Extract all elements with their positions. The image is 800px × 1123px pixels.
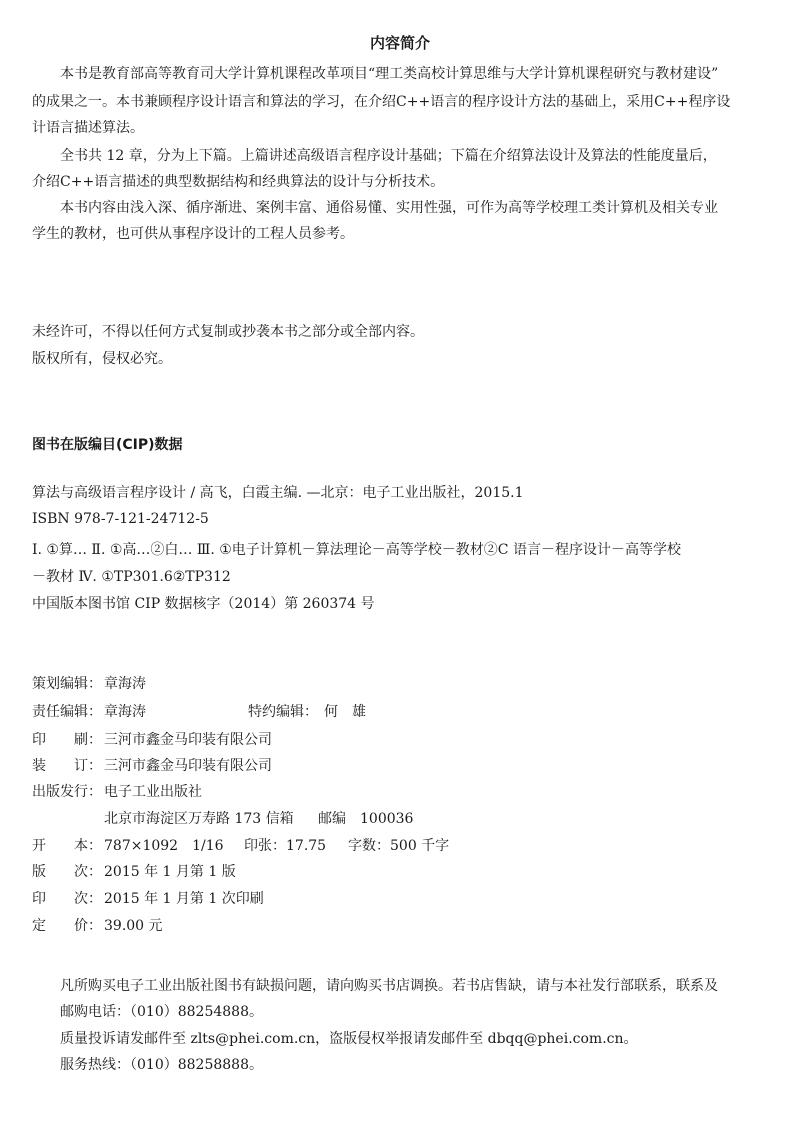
summary-line: 的成果之一。本书兼顾程序设计语言和算法的学习，在介绍C++语言的程序设计方法的基础上，采用C++程序设 bbox=[32, 94, 731, 110]
responsible-editor-value: 章海涛 bbox=[104, 704, 146, 720]
cip-line: Ⅰ. ①算… Ⅱ. ①高…②白… Ⅲ. ①电子计算机－算法理论－高等学校－教材②C 语言－程序设计－高等学校 bbox=[32, 542, 681, 558]
cip-title: 图书在版编目(CIP)数据 bbox=[32, 437, 183, 453]
cip-record-number: 中国版本图书馆 CIP 数据核字（2014）第 260374 号 bbox=[32, 596, 375, 612]
cip-isbn: ISBN 978-7-121-24712-5 bbox=[32, 511, 209, 527]
format-label: 开 本： bbox=[32, 838, 102, 854]
rights-reserved: 版权所有，侵权必究。 bbox=[32, 351, 172, 367]
price-value: 39.00 元 bbox=[104, 918, 163, 934]
binding-value: 三河市鑫金马印装有限公司 bbox=[104, 758, 272, 774]
cip-line: －教材 Ⅳ. ①TP301.6②TP312 bbox=[32, 569, 231, 585]
binding-label: 装 订： bbox=[32, 758, 102, 774]
publisher-address: 北京市海淀区万寿路 173 信箱 bbox=[104, 811, 294, 827]
printer-value: 三河市鑫金马印装有限公司 bbox=[104, 732, 272, 748]
service-hotline: 服务热线：（010）88258888。 bbox=[60, 1057, 263, 1073]
copyright-notice: 未经许可，不得以任何方式复制或抄袭本书之部分或全部内容。 bbox=[32, 324, 424, 340]
publisher-value: 电子工业出版社 bbox=[104, 784, 202, 800]
planning-editor-value: 章海涛 bbox=[104, 676, 146, 692]
edition-label: 版 次： bbox=[32, 864, 102, 880]
printing-value: 2015 年 1 月第 1 次印刷 bbox=[104, 891, 264, 907]
purchase-notice: 凡所购买电子工业出版社图书有缺损问题，请向购买书店调换。若书店售缺，请与本社发行部联系，联系及 bbox=[60, 978, 718, 994]
printing-label: 印 次： bbox=[32, 891, 102, 907]
summary-line: 本书是教育部高等教育司大学计算机课程改革项目“理工类高校计算思维与大学计算机课程研究与教材建设” bbox=[60, 66, 719, 82]
price-label: 定 价： bbox=[32, 918, 102, 934]
summary-line: 计语言描述算法。 bbox=[32, 120, 144, 136]
format-value: 787×1092 1/16 bbox=[104, 838, 224, 854]
word-count: 字数：500 千字 bbox=[348, 838, 450, 854]
special-editor-label: 特约编辑： bbox=[248, 704, 318, 720]
responsible-editor-label: 责任编辑： bbox=[32, 704, 102, 720]
special-editor-value: 何 雄 bbox=[324, 704, 366, 720]
complaint-emails: 质量投诉请发邮件至 zlts@phei.com.cn，盗版侵权举报请发邮件至 dbqq@phei.com.cn。 bbox=[60, 1031, 638, 1047]
publisher-label: 出版发行： bbox=[32, 784, 102, 800]
printed-sheets: 印张：17.75 bbox=[244, 838, 327, 854]
summary-line: 全书共 12 章，分为上下篇。上篇讲述高级语言程序设计基础；下篇在介绍算法设计及算法的性能度量后， bbox=[60, 148, 717, 164]
cip-line: 算法与高级语言程序设计 / 高飞，白霞主编. —北京：电子工业出版社，2015.1 bbox=[32, 485, 524, 501]
printer-label: 印 刷： bbox=[32, 732, 102, 748]
summary-line: 学生的教材，也可供从事程序设计的工程人员参考。 bbox=[32, 226, 354, 242]
planning-editor-label: 策划编辑： bbox=[32, 676, 102, 692]
publisher-postcode: 邮编 100036 bbox=[318, 811, 414, 827]
edition-value: 2015 年 1 月第 1 版 bbox=[104, 864, 236, 880]
mail-order-phone: 邮购电话：（010）88254888。 bbox=[60, 1004, 263, 1020]
summary-line: 介绍C++语言描述的典型数据结构和经典算法的设计与分析技术。 bbox=[32, 174, 445, 190]
summary-line: 本书内容由浅入深、循序渐进、案例丰富、通俗易懂、实用性强，可作为高等学校理工类计算机及相关专业 bbox=[60, 200, 718, 216]
summary-title: 内容简介 bbox=[369, 34, 430, 52]
